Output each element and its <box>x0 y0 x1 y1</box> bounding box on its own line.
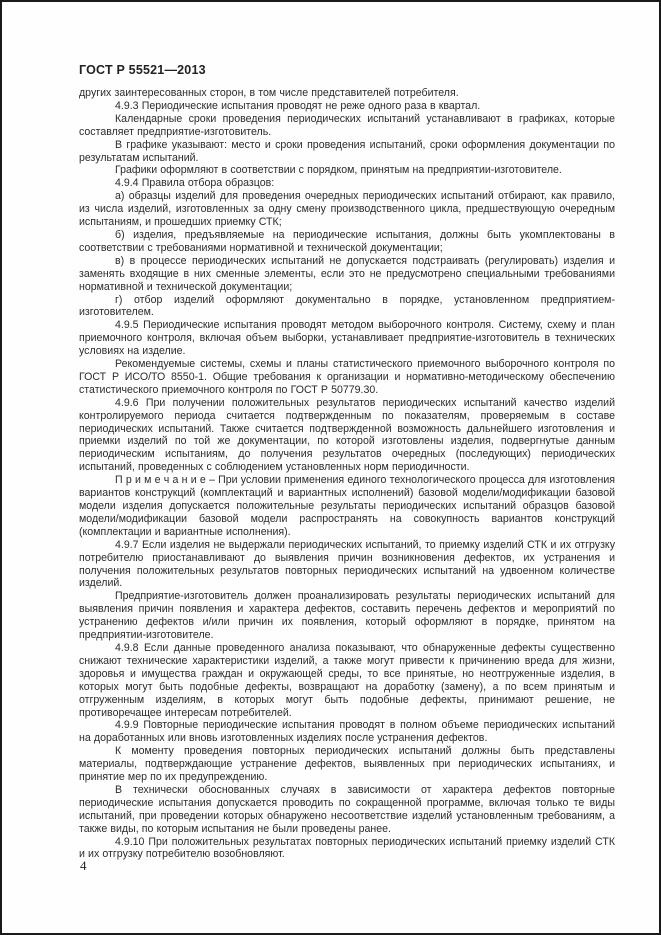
paragraph: 4.9.3 Периодические испытания проводят не реже одного раза в квартал. <box>115 99 481 112</box>
paragraph: В графике указывают: место и сроки проведения испытаний, сроки оформления документации по результатам испытаний. <box>79 138 615 164</box>
paragraph: 4.9.6 При получении положительных результатов периодических испытаний качество изделий контролируемого периода считается подтвержденным по показателям, проверяемым в составе периодических испытаний. Также считается подтвержденной возможность дальнейшего изготовления и приемки изделий по той же документации, по которой изготовлены изделия, подвергнутые данным периодическим испытаниям, до получения результатов очередных (последующих) периодических испытаний, проведенных с соблюдением установленных норм периодичности. <box>79 396 615 474</box>
page-number: 4 <box>80 858 87 873</box>
paragraph: 4.9.4 Правила отбора образцов: <box>115 177 275 190</box>
paragraph: 4.9.5 Периодические испытания проводят методом выборочного контроля. Систему, схему и план приемочного контроля, включая объем выборки, устанавливает предприятие-изготовитель в технических условиях на изделие. <box>79 319 615 358</box>
paragraph: г) отбор изделий оформляют документально в порядке, установленном предприятием-изготовителем. <box>79 293 615 319</box>
paragraph: 4.9.7 Если изделия не выдержали периодических испытаний, то приемку изделий СТК и их отгрузку потребителю приостанавливают до выявления причин возникновения дефектов, их устранения и получения положительных результатов повторных периодических испытаний на удвоенном количестве изделий. <box>79 538 615 590</box>
paragraph: а) образцы изделий для проведения очередных периодических испытаний отбирают, как правило, из числа изделий, изготовленных за одну смену производственного цикла, предшествующую очередным испытаниям, и прошедших приемку СТК; <box>79 190 615 229</box>
document-body <box>79 87 615 861</box>
paragraph: б) изделия, предъявляемые на периодические испытания, должны быть укомплектованы в соответствии с требованиями нормативной и технической документации; <box>79 228 615 254</box>
paragraph: других заинтересованных сторон, в том числе представителей потребителя. <box>79 87 459 99</box>
paragraph: в) в процессе периодических испытаний не допускается подстраивать (регулировать) изделия и заменять входящие в них сменные элементы, если это не предусмотрено специальными требованиями нормативной и технической документации; <box>79 254 615 293</box>
paragraph: К моменту проведения повторных периодических испытаний должны быть представлены материалы, подтверждающие устранение дефектов, выявленных при периодических испытаниях, и принятие мер по их предупреждению. <box>79 745 615 784</box>
note-paragraph: П р и м е ч а н и е – При условии применения единого технологического процесса для изготовления вариантов конструкций (комплектаций и вариантных исполнений) базовой модели/модификации базовой модели изделия допускается положительные результаты периодических испытаний образцов базовой модели/модификации базовой модели распространять на совокупность вариантов конструкций (комплектации и вариантные исполнения). <box>79 474 615 538</box>
paragraph: Рекомендуемые системы, схемы и планы статистического приемочного выборочного контроля по ГОСТ Р ИСО/ТО 8550-1. Общие требования к организации и нормативно-методическому обеспечению статистического приемочного контроля по ГОСТ Р 50779.30. <box>79 358 615 396</box>
paragraph: 4.9.9 Повторные периодические испытания проводят в полном объеме периодических испытаний на доработанных или вновь изготовленных изделиях после устранения дефектов. <box>79 719 615 745</box>
standard-number-header: ГОСТ Р 55521—2013 <box>79 63 206 77</box>
paragraph: 4.9.10 При положительных результатах повторных периодических испытаний приемку изделий СТК и их отгрузку потребителю возобновляют. <box>79 835 615 861</box>
paragraph: Предприятие-изготовитель должен проанализировать результаты периодических испытаний для выявления причин появления и характера дефектов, составить перечень дефектов и мероприятий по устранению дефектов и/или причин их появления, который оформляют в порядке, принятом на предприятии-изготовителе. <box>79 590 615 642</box>
paragraph: Календарные сроки проведения периодических испытаний устанавливают в графиках, которые составляет предприятие-изготовитель. <box>79 112 615 138</box>
paragraph: В технически обоснованных случаях в зависимости от характера дефектов повторные периодические испытания допускается проводить по сокращенной программе, включая только те виды испытаний, при проведении которых обнаружено несоответствие изделий установленным требованиям, а также виды, по которым испытания не были проведены ранее. <box>79 783 615 835</box>
paragraph: 4.9.8 Если данные проведенного анализа показывают, что обнаруженные дефекты существенно снижают технические характеристики изделий, а также могут привести к причинению вреда для жизни, здоровья и имущества граждан и окружающей среды, то все принятые, но неотгруженные изделия, в которых могут быть подобные дефекты, возвращают на доработку (замену), а по всем принятым и отгруженным изделиям, в которых могут быть подобные дефекты, принимают решение, не противоречащее интересам потребителей. <box>79 641 615 719</box>
paragraph: Графики оформляют в соответствии с порядком, принятым на предприятии-изготовителе. <box>115 164 562 177</box>
